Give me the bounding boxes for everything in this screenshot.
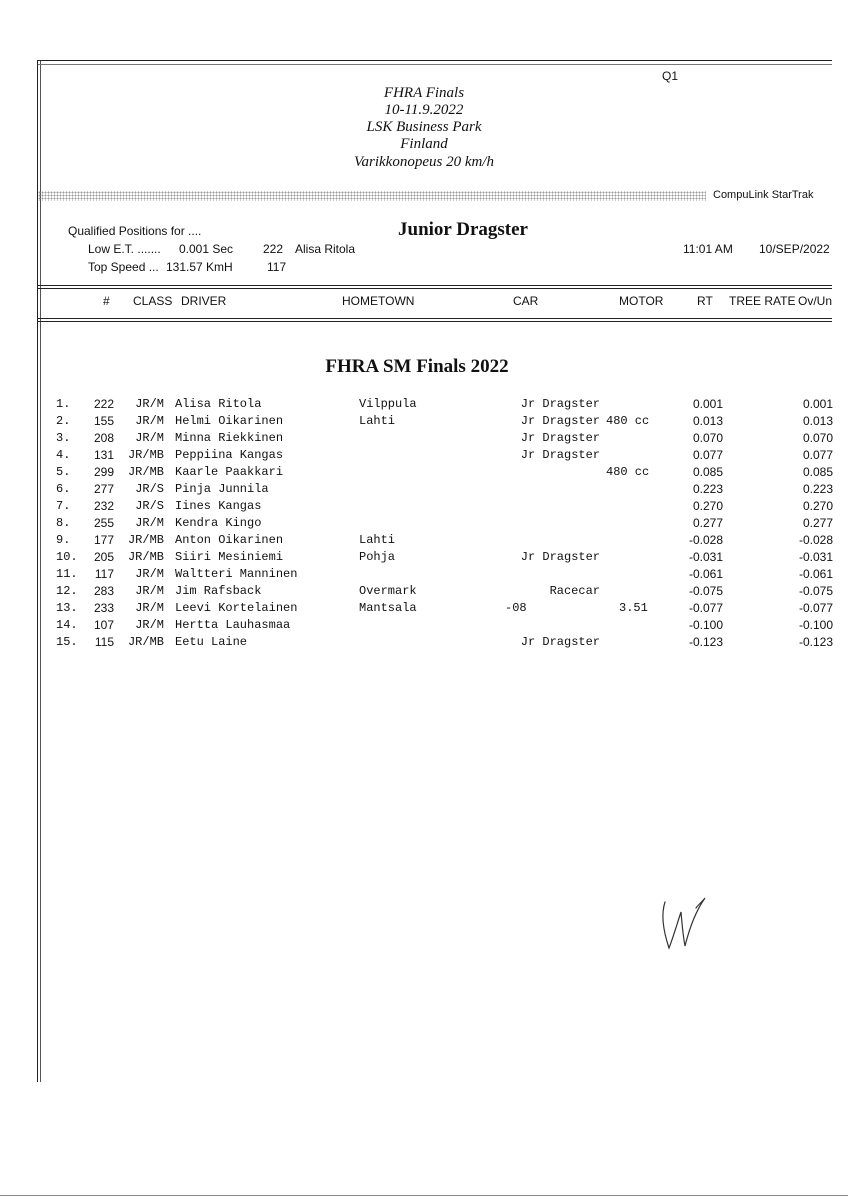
rt-cell: -0.028 [688, 533, 723, 547]
rt-cell: 0.077 [692, 448, 723, 462]
position-cell: 1. [56, 397, 71, 411]
table-row [0, 600, 848, 617]
rt-cell: -0.123 [688, 635, 723, 649]
driver-cell: Anton Oikarinen [175, 533, 284, 547]
driver-cell: Alisa Ritola [175, 397, 262, 411]
car-cell: Jr Dragster [520, 635, 600, 649]
table-row [0, 430, 848, 447]
ovun-cell: 0.270 [802, 499, 833, 513]
ovun-cell: -0.123 [798, 635, 833, 649]
class-cell: JR/S [135, 482, 164, 496]
rt-cell: 0.085 [692, 465, 723, 479]
header-bottom-rule-2 [38, 321, 832, 322]
car-number-cell: 208 [93, 431, 114, 445]
class-cell: JR/MB [127, 635, 164, 649]
position-cell: 13. [56, 601, 78, 615]
position-cell: 3. [56, 431, 71, 445]
table-row [0, 617, 848, 634]
ovun-cell: -0.031 [798, 550, 833, 564]
col-header-class: CLASS [133, 294, 173, 308]
header-bottom-rule [38, 318, 832, 319]
ovun-cell: 0.070 [802, 431, 833, 445]
ovun-cell: 0.277 [802, 516, 833, 530]
car-number-cell: 222 [93, 397, 114, 411]
top-speed-value: 131.57 KmH [166, 260, 233, 274]
bottom-page-rule [0, 1195, 848, 1196]
ovun-cell: -0.100 [798, 618, 833, 632]
ovun-cell: -0.077 [798, 601, 833, 615]
position-cell: 5. [56, 465, 71, 479]
event-name: FHRA Finals [383, 85, 465, 101]
car-number-cell: 131 [93, 448, 114, 462]
col-header-driver: DRIVER [181, 294, 227, 308]
rt-cell: 0.277 [692, 516, 723, 530]
low-et-label: Low E.T. ....... [88, 242, 161, 256]
report-date: 10/SEP/2022 [759, 242, 830, 256]
driver-cell: Eetu Laine [175, 635, 248, 649]
car-cell: Jr Dragster [520, 550, 600, 564]
position-cell: 12. [56, 584, 78, 598]
class-cell: JR/MB [127, 448, 164, 462]
motor-cell: 480 cc [606, 414, 650, 428]
qualified-label: Qualified Positions for .... [68, 224, 202, 238]
rt-cell: 0.223 [692, 482, 723, 496]
car-cell: Jr Dragster [520, 397, 600, 411]
class-cell: JR/M [135, 431, 164, 445]
table-row [0, 413, 848, 430]
class-cell: JR/S [135, 499, 164, 513]
col-header-num: # [103, 294, 110, 308]
hometown-cell: Lahti [359, 414, 396, 428]
table-row [0, 583, 848, 600]
table-row [0, 481, 848, 498]
rt-cell: -0.075 [688, 584, 723, 598]
car-cell: Jr Dragster [520, 431, 600, 445]
position-cell: 2. [56, 414, 71, 428]
car-cell: Jr Dragster [520, 448, 600, 462]
class-cell: JR/M [135, 414, 164, 428]
rt-cell: -0.100 [688, 618, 723, 632]
class-cell: JR/M [135, 618, 164, 632]
hometown-cell: Overmark [359, 584, 417, 598]
position-cell: 10. [56, 550, 78, 564]
table-row [0, 634, 848, 651]
col-header-motor: MOTOR [619, 294, 664, 308]
position-cell: 8. [56, 516, 71, 530]
car-number-cell: 277 [93, 482, 114, 496]
class-cell: JR/M [135, 516, 164, 530]
car-number-cell: 107 [93, 618, 114, 632]
car-number-cell: 115 [94, 635, 114, 649]
position-cell: 4. [56, 448, 71, 462]
hometown-cell: Lahti [359, 533, 396, 547]
driver-cell: Waltteri Manninen [175, 567, 298, 581]
class-cell: JR/M [135, 567, 164, 581]
driver-cell: Jim Rafsback [175, 584, 262, 598]
position-cell: 7. [56, 499, 71, 513]
driver-cell: Pinja Junnila [175, 482, 269, 496]
ovun-cell: 0.223 [802, 482, 833, 496]
header-top-rule [38, 285, 832, 286]
ovun-cell: 0.085 [802, 465, 833, 479]
col-header-ovun: Ov/Un [798, 294, 833, 308]
class-title: Junior Dragster [398, 219, 528, 240]
hometown-cell: Mantsala [359, 601, 417, 615]
table-row [0, 396, 848, 413]
position-cell: 9. [56, 533, 71, 547]
event-dates: 10-11.9.2022 [384, 102, 464, 118]
car-number-cell: 232 [93, 499, 114, 513]
signature-mark [655, 890, 715, 960]
rt-cell: 0.013 [692, 414, 723, 428]
event-venue: LSK Business Park [366, 119, 482, 135]
driver-cell: Kendra Kingo [175, 516, 262, 530]
table-row [0, 566, 848, 583]
driver-cell: Leevi Kortelainen [175, 601, 298, 615]
ovun-cell: 0.001 [802, 397, 833, 411]
col-header-car: CAR [513, 294, 539, 308]
section-title: FHRA SM Finals 2022 [325, 356, 509, 377]
sheet-id: Q1 [662, 69, 679, 83]
low-et-driver: Alisa Ritola [295, 242, 356, 256]
car-cell: -08 [505, 601, 527, 615]
car-number-cell: 233 [93, 601, 114, 615]
ovun-cell: -0.028 [798, 533, 833, 547]
car-number-cell: 177 [93, 533, 114, 547]
table-row [0, 498, 848, 515]
driver-cell: Iines Kangas [175, 499, 262, 513]
table-row [0, 515, 848, 532]
ovun-cell: -0.061 [798, 567, 833, 581]
rt-cell: -0.031 [688, 550, 723, 564]
car-number-cell: 155 [93, 414, 114, 428]
position-cell: 14. [56, 618, 78, 632]
top-speed-car: 117 [267, 260, 287, 274]
car-number-cell: 205 [93, 550, 114, 564]
position-cell: 6. [56, 482, 71, 496]
rt-cell: 0.270 [692, 499, 723, 513]
driver-cell: Minna Riekkinen [175, 431, 284, 445]
class-cell: JR/M [135, 601, 164, 615]
motor-cell: 3.51 [619, 601, 648, 615]
class-cell: JR/MB [127, 550, 164, 564]
rt-cell: 0.070 [692, 431, 723, 445]
col-header-tree-rate: TREE RATE [729, 294, 796, 308]
low-et-value: 0.001 Sec [179, 242, 234, 256]
position-cell: 15. [56, 635, 78, 649]
table-row [0, 464, 848, 481]
driver-cell: Helmi Oikarinen [175, 414, 284, 428]
driver-cell: Kaarle Paakkari [175, 465, 284, 479]
car-cell: Racecar [549, 584, 600, 598]
low-et-car: 222 [263, 242, 284, 256]
table-row [0, 447, 848, 464]
table-row [0, 549, 848, 566]
rt-cell: -0.077 [688, 601, 723, 615]
motor-cell: 480 cc [606, 465, 650, 479]
timing-system-label: CompuLink StarTrak [713, 189, 814, 201]
event-country: Finland [400, 136, 448, 152]
class-cell: JR/MB [127, 465, 164, 479]
ovun-cell: -0.075 [798, 584, 833, 598]
ovun-cell: 0.077 [802, 448, 833, 462]
car-cell: Jr Dragster [520, 414, 600, 428]
top-speed-label: Top Speed ... [88, 260, 159, 274]
table-row [0, 532, 848, 549]
class-cell: JR/MB [127, 533, 164, 547]
top-rule-secondary [38, 64, 832, 65]
hometown-cell: Vilppula [359, 397, 417, 411]
top-rule [38, 60, 832, 61]
class-cell: JR/M [135, 397, 164, 411]
driver-cell: Peppiina Kangas [175, 448, 284, 462]
col-header-rt: RT [697, 294, 713, 308]
position-cell: 11. [56, 567, 78, 581]
col-header-hometown: HOMETOWN [342, 294, 415, 308]
header-top-rule-2 [38, 288, 832, 289]
class-cell: JR/M [135, 584, 164, 598]
car-number-cell: 283 [93, 584, 114, 598]
car-number-cell: 299 [93, 465, 114, 479]
dotted-band [38, 191, 706, 201]
hometown-cell: Pohja [359, 550, 396, 564]
driver-cell: Hertta Lauhasmaa [175, 618, 291, 632]
driver-cell: Siiri Mesiniemi [175, 550, 284, 564]
ovun-cell: 0.013 [802, 414, 833, 428]
report-time: 11:01 AM [683, 242, 733, 256]
car-number-cell: 255 [93, 516, 114, 530]
car-number-cell: 117 [94, 567, 114, 581]
event-note: Varikkonopeus 20 km/h [354, 154, 494, 170]
rt-cell: 0.001 [692, 397, 723, 411]
rt-cell: -0.061 [688, 567, 723, 581]
